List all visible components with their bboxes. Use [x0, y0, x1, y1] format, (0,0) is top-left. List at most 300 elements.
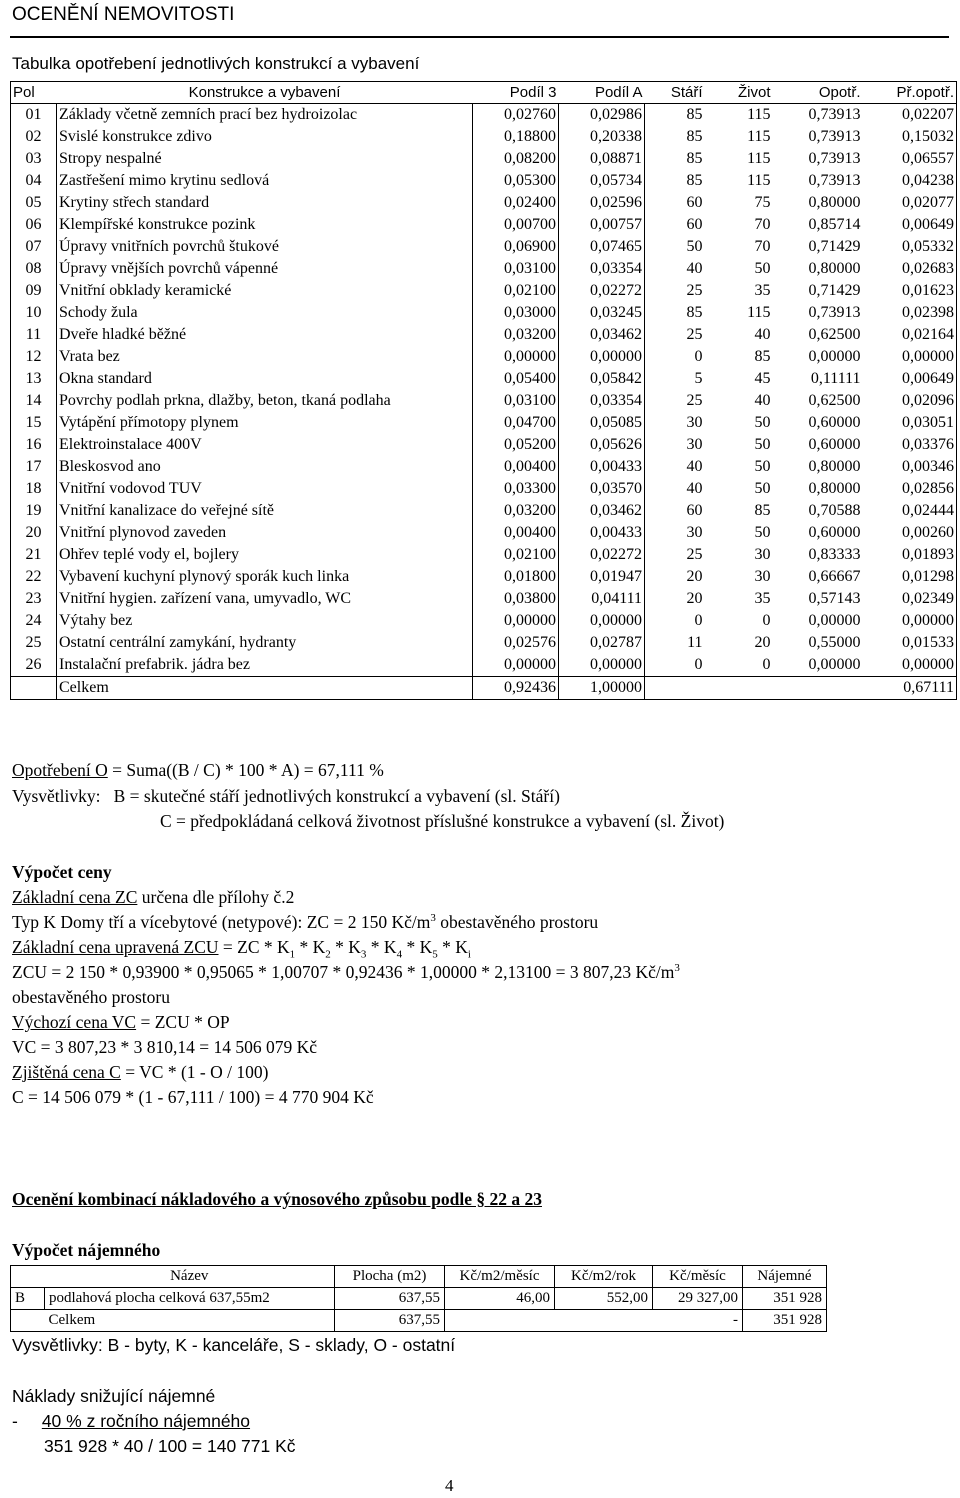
- table-row: [11, 236, 957, 258]
- adjusted-price-line: Základní cena upravená ZCU = ZC * $K_1 * K_2 * K_3 * K_4 * K_5 * K_i$: [12, 937, 471, 961]
- row-pol: 22: [11, 566, 57, 588]
- row-podil3: 0,03800: [473, 588, 559, 610]
- row-podilA: 0,02272: [590, 546, 642, 563]
- rent-per-month: 46,00: [445, 1288, 555, 1310]
- row-konstrukce: Vnitřní plynovod zaveden: [57, 522, 473, 544]
- row-pol: 26: [11, 654, 57, 677]
- row-podil3: 0,01800: [473, 566, 559, 588]
- rent-total-amount: 351 928: [743, 1310, 827, 1332]
- wear-table: [10, 81, 957, 700]
- total-label: Celkem: [57, 677, 473, 700]
- row-propotr: 0,03376: [863, 434, 957, 456]
- c-calc: C = 14 506 079 * (1 - 67,111 / 100) = 4 770 904 Kč: [12, 1087, 374, 1107]
- row-podil3: 0,03100: [473, 390, 559, 412]
- row-propotr: 0,00000: [863, 610, 957, 632]
- row-podil3: 0,03200: [473, 324, 559, 346]
- row-zivot: 70: [754, 216, 771, 233]
- row-podilA: 0,02596: [590, 194, 642, 211]
- type-tail: obestavěného prostoru: [435, 912, 599, 932]
- type-line: [12, 912, 598, 933]
- c-label: Zjištěná cena C: [12, 1062, 121, 1082]
- rent-header-row: [11, 1266, 827, 1288]
- row-opotr: 0,55000: [808, 634, 861, 651]
- row-podil3: 0,02400: [473, 192, 559, 214]
- col-header-konstrukce: Konstrukce a vybavení: [57, 82, 473, 104]
- row-konstrukce: Stropy nespalné: [57, 148, 473, 170]
- table-row: [11, 500, 957, 522]
- vc-line: [12, 1012, 230, 1033]
- row-stari: 60: [645, 192, 705, 214]
- adjusted-price-formula: = ZC * K: [218, 937, 290, 957]
- total-propotr: 0,67111: [863, 677, 957, 700]
- row-propotr: 0,01533: [863, 632, 957, 654]
- table-row: [11, 632, 957, 654]
- row-opotr: 0,60000: [808, 436, 861, 453]
- row-opotr: 0,70588: [808, 502, 861, 519]
- col-header-opotr: Opotř.: [773, 82, 863, 104]
- row-zivot: 75: [754, 194, 771, 211]
- row-pol: 10: [11, 302, 57, 324]
- row-opotr: 0,80000: [808, 480, 861, 497]
- row-podilA: 0,01947: [590, 568, 642, 585]
- row-opotr: 0,00000: [808, 348, 861, 365]
- rent-heading: Výpočet nájemného: [12, 1240, 161, 1260]
- row-pol: 11: [11, 324, 57, 346]
- row-propotr: 0,03051: [863, 412, 957, 434]
- zcu-calc-line: [12, 962, 680, 983]
- row-propotr: 0,02077: [863, 192, 957, 214]
- row-podilA: 0,00757: [590, 216, 642, 233]
- row-pol: 17: [11, 456, 57, 478]
- rent-col-kcmesic: Kč/měsíc: [653, 1266, 743, 1288]
- table-total-row: [11, 677, 957, 700]
- row-konstrukce: Základy včetně zemních prací bez hydroizolac: [57, 104, 473, 127]
- vc-calc: VC = 3 807,23 * 3 810,14 = 14 506 079 Kč: [12, 1037, 318, 1057]
- row-konstrukce: Ostatní centrální zamykání, hydranty: [57, 632, 473, 654]
- row-propotr: 0,06557: [863, 148, 957, 170]
- legend-label: Vysvětlivky:: [12, 786, 101, 806]
- row-konstrukce: Vnitřní obklady keramické: [57, 280, 473, 302]
- rent-total-dash: -: [653, 1310, 743, 1332]
- row-konstrukce: Krytiny střech standard: [57, 192, 473, 214]
- row-zivot: 0: [762, 656, 771, 673]
- row-propotr: 0,05332: [863, 236, 957, 258]
- row-propotr: 0,02683: [863, 258, 957, 280]
- row-konstrukce: Úpravy vnějších povrchů vápenné: [57, 258, 473, 280]
- row-konstrukce: Vnitřní kanalizace do veřejné sítě: [57, 500, 473, 522]
- row-konstrukce: Vrata bez: [57, 346, 473, 368]
- row-propotr: 0,01623: [863, 280, 957, 302]
- row-pol: 15: [11, 412, 57, 434]
- row-propotr: 0,02207: [863, 104, 957, 127]
- row-pol: 09: [11, 280, 57, 302]
- row-podilA: 0,03462: [590, 326, 642, 343]
- row-konstrukce: Elektroinstalace 400V: [57, 434, 473, 456]
- rent-total-row: [11, 1310, 827, 1332]
- rent-legend: Vysvětlivky: B - byty, K - kanceláře, S - sklady, O - ostatní: [12, 1335, 456, 1355]
- formula-line: [12, 760, 384, 781]
- row-podil3: 0,03100: [473, 258, 559, 280]
- row-zivot: 85: [754, 502, 771, 519]
- row-opotr: 0,73913: [808, 106, 861, 123]
- row-konstrukce: Vnitřní vodovod TUV: [57, 478, 473, 500]
- row-opotr: 0,73913: [808, 304, 861, 321]
- row-pol: 25: [11, 632, 57, 654]
- base-price-text: určena dle přílohy č.2: [137, 887, 295, 907]
- row-podil3: 0,02100: [473, 280, 559, 302]
- row-podilA: 0,04111: [591, 590, 642, 607]
- vc-label: Výchozí cena VC: [12, 1012, 137, 1032]
- row-stari: 85: [645, 148, 705, 170]
- row-pol: 20: [11, 522, 57, 544]
- row-stari: 0: [645, 654, 705, 677]
- row-propotr: 0,00260: [863, 522, 957, 544]
- row-stari: 30: [645, 434, 705, 456]
- row-stari: 25: [645, 544, 705, 566]
- row-stari: 40: [645, 478, 705, 500]
- rent-total-area: 637,55: [335, 1310, 445, 1332]
- col-header-zivot: Život: [705, 82, 773, 104]
- row-zivot: 115: [747, 150, 771, 167]
- row-opotr: 0,66667: [808, 568, 861, 585]
- row-pol: 02: [11, 126, 57, 148]
- table-row: [11, 214, 957, 236]
- row-podilA: 0,02986: [590, 106, 642, 123]
- row-podil3: 0,04700: [473, 412, 559, 434]
- row-zivot: 115: [747, 172, 771, 189]
- row-zivot: 0: [762, 612, 771, 629]
- row-pol: 04: [11, 170, 57, 192]
- row-stari: 85: [645, 126, 705, 148]
- row-konstrukce: Zastřešení mimo krytinu sedlová: [57, 170, 473, 192]
- base-price-line: [12, 887, 294, 908]
- legend-c: C = předpokládaná celková životnost příslušné konstrukce a vybavení (sl. Život): [160, 811, 725, 831]
- rent-total-label: Celkem: [45, 1310, 335, 1332]
- row-opotr: 0,62500: [808, 326, 861, 343]
- row-podilA: 0,20338: [590, 128, 642, 145]
- row-stari: 30: [645, 412, 705, 434]
- row-zivot: 40: [754, 392, 771, 409]
- table-row: [11, 654, 957, 677]
- row-podil3: 0,03200: [473, 500, 559, 522]
- row-propotr: 0,00000: [863, 346, 957, 368]
- row-podil3: 0,03000: [473, 302, 559, 324]
- row-propotr: 0,01298: [863, 566, 957, 588]
- row-zivot: 30: [754, 546, 771, 563]
- table-row: [11, 324, 957, 346]
- row-podilA: 0,03462: [590, 502, 642, 519]
- row-propotr: 0,00649: [863, 214, 957, 236]
- row-zivot: 45: [754, 370, 771, 387]
- row-podilA: 0,05626: [590, 436, 642, 453]
- row-podilA: 0,03354: [590, 392, 642, 409]
- row-konstrukce: Vybavení kuchyní plynový sporák kuch linka: [57, 566, 473, 588]
- costs-dash: -: [12, 1411, 18, 1431]
- row-konstrukce: Bleskosvod ano: [57, 456, 473, 478]
- row-zivot: 20: [754, 634, 771, 651]
- row-stari: 25: [645, 324, 705, 346]
- row-stari: 0: [645, 610, 705, 632]
- costs-heading: Náklady snižující nájemné: [12, 1386, 216, 1406]
- row-opotr: 0,62500: [808, 392, 861, 409]
- c-formula: = VC * (1 - O / 100): [120, 1062, 269, 1082]
- rent-col-nazev: Název: [45, 1266, 335, 1288]
- row-konstrukce: Vnitřní hygien. zařízení vana, umyvadlo, WC: [57, 588, 473, 610]
- row-stari: 60: [645, 500, 705, 522]
- row-zivot: 50: [754, 414, 771, 431]
- row-podilA: 0,03245: [590, 304, 642, 321]
- table-row: [11, 126, 957, 148]
- row-propotr: 0,02398: [863, 302, 957, 324]
- rent-name: podlahová plocha celková 637,55m2: [45, 1288, 335, 1310]
- row-konstrukce: Povrchy podlah prkna, dlažby, beton, tkaná podlaha: [57, 390, 473, 412]
- rent-table: [10, 1265, 827, 1332]
- rent-area: 637,55: [335, 1288, 445, 1310]
- row-propotr: 0,00649: [863, 368, 957, 390]
- row-podil3: 0,02760: [473, 104, 559, 127]
- row-propotr: 0,00346: [863, 456, 957, 478]
- costs-item: 40 % z ročního nájemného: [41, 1411, 251, 1431]
- row-podil3: 0,00700: [473, 214, 559, 236]
- adjusted-price-label: Základní cena upravená ZCU: [12, 937, 219, 957]
- costs-calc: 351 928 * 40 / 100 = 140 771 Kč: [44, 1436, 296, 1456]
- col-header-pol: Pol: [11, 82, 57, 104]
- row-pol: 21: [11, 544, 57, 566]
- col-header-podil3: Podíl 3: [473, 82, 559, 104]
- table-row: [11, 148, 957, 170]
- table-row: [11, 368, 957, 390]
- row-propotr: 0,02444: [863, 500, 957, 522]
- row-opotr: 0,80000: [808, 458, 861, 475]
- row-podil3: 0,18800: [473, 126, 559, 148]
- row-stari: 60: [645, 214, 705, 236]
- row-podil3: 0,03300: [473, 478, 559, 500]
- row-konstrukce: Schody žula: [57, 302, 473, 324]
- row-pol: 01: [11, 104, 57, 127]
- row-pol: 03: [11, 148, 57, 170]
- row-propotr: 0,02164: [863, 324, 957, 346]
- table-row: [11, 522, 957, 544]
- table-row: [11, 412, 957, 434]
- row-zivot: 115: [747, 304, 771, 321]
- row-pol: 14: [11, 390, 57, 412]
- row-podilA: 0,00000: [590, 656, 642, 673]
- row-zivot: 50: [754, 436, 771, 453]
- row-podil3: 0,08200: [473, 148, 559, 170]
- row-zivot: 30: [754, 568, 771, 585]
- row-pol: 06: [11, 214, 57, 236]
- page-title: OCENĚNÍ NEMOVITOSTI: [12, 4, 235, 25]
- c-line: [12, 1062, 268, 1083]
- row-podilA: 0,07465: [590, 238, 642, 255]
- row-opotr: 0,57143: [808, 590, 861, 607]
- vc-formula: = ZCU * OP: [136, 1012, 230, 1032]
- row-podil3: 0,05400: [473, 368, 559, 390]
- col-header-propotr: Př.opotř.: [863, 82, 957, 104]
- row-propotr: 0,04238: [863, 170, 957, 192]
- col-header-stari: Stáří: [645, 82, 705, 104]
- row-pol: 16: [11, 434, 57, 456]
- row-konstrukce: Ohřev teplé vody el, bojlery: [57, 544, 473, 566]
- rent-row: [11, 1288, 827, 1310]
- row-podil3: 0,02576: [473, 632, 559, 654]
- row-podilA: 0,00433: [590, 458, 642, 475]
- row-propotr: 0,02096: [863, 390, 957, 412]
- row-stari: 85: [645, 302, 705, 324]
- rent-col-plocha: Plocha (m2): [335, 1266, 445, 1288]
- costs-item-line: [12, 1411, 250, 1432]
- row-podilA: 0,05842: [590, 370, 642, 387]
- row-konstrukce: Klempířské konstrukce pozink: [57, 214, 473, 236]
- row-stari: 0: [645, 346, 705, 368]
- row-stari: 25: [645, 280, 705, 302]
- type-text: Typ K Domy tří a vícebytové (netypové): ZC = 2 150 Kč/m: [12, 912, 431, 932]
- table-row: [11, 544, 957, 566]
- row-opotr: 0,71429: [808, 282, 861, 299]
- row-stari: 40: [645, 456, 705, 478]
- col-header-podilA: Podíl A: [559, 82, 645, 104]
- row-opotr: 0,73913: [808, 150, 861, 167]
- row-podilA: 0,00000: [590, 348, 642, 365]
- row-opotr: 0,80000: [808, 194, 861, 211]
- row-podilA: 0,00433: [590, 524, 642, 541]
- row-pol: 08: [11, 258, 57, 280]
- row-propotr: 0,02856: [863, 478, 957, 500]
- row-opotr: 0,80000: [808, 260, 861, 277]
- row-konstrukce: Okna standard: [57, 368, 473, 390]
- table-row: [11, 390, 957, 412]
- table-row: [11, 610, 957, 632]
- row-stari: 25: [645, 390, 705, 412]
- row-opotr: 0,11111: [810, 370, 861, 387]
- row-stari: 20: [645, 588, 705, 610]
- row-konstrukce: Svislé konstrukce zdivo: [57, 126, 473, 148]
- zcu-sup: 3: [674, 962, 680, 975]
- section-title: Tabulka opotřebení jednotlivých konstrukcí a vybavení: [12, 54, 420, 73]
- table-row: [11, 170, 957, 192]
- rent-col-mesic: Kč/m2/měsíc: [445, 1266, 555, 1288]
- table-row: [11, 280, 957, 302]
- row-propotr: 0,01893: [863, 544, 957, 566]
- table-row: [11, 456, 957, 478]
- row-podil3: 0,02100: [473, 544, 559, 566]
- zcu-tail: obestavěného prostoru: [12, 987, 170, 1007]
- row-podilA: 0,03570: [590, 480, 642, 497]
- row-stari: 40: [645, 258, 705, 280]
- row-zivot: 115: [747, 128, 771, 145]
- row-zivot: 50: [754, 260, 771, 277]
- table-row: [11, 588, 957, 610]
- row-pol: 18: [11, 478, 57, 500]
- row-podilA: 0,05734: [590, 172, 642, 189]
- rent-code: B: [11, 1288, 45, 1310]
- row-podilA: 0,08871: [590, 150, 642, 167]
- combo-heading: Ocenění kombinací nákladového a výnosového způsobu podle § 22 a 23: [12, 1189, 542, 1209]
- row-propotr: 0,02349: [863, 588, 957, 610]
- row-podil3: 0,00000: [473, 654, 559, 677]
- row-zivot: 115: [747, 106, 771, 123]
- table-row: [11, 192, 957, 214]
- row-podil3: 0,05300: [473, 170, 559, 192]
- row-opotr: 0,00000: [808, 656, 861, 673]
- row-podilA: 0,02272: [590, 282, 642, 299]
- formula-text: = Suma((B / C) * 100 * A) = 67,111 %: [107, 760, 384, 780]
- row-podil3: 0,00400: [473, 456, 559, 478]
- row-propotr: 0,00000: [863, 654, 957, 677]
- row-opotr: 0,60000: [808, 524, 861, 541]
- row-konstrukce: Dveře hladké běžné: [57, 324, 473, 346]
- row-stari: 85: [645, 104, 705, 127]
- row-konstrukce: Instalační prefabrik. jádra bez: [57, 654, 473, 677]
- row-zivot: 35: [754, 590, 771, 607]
- row-zivot: 35: [754, 282, 771, 299]
- total-podil3: 0,92436: [473, 677, 559, 700]
- row-opotr: 0,83333: [808, 546, 861, 563]
- row-zivot: 50: [754, 480, 771, 497]
- row-pol: 05: [11, 192, 57, 214]
- rent-kc-month: 29 327,00: [653, 1288, 743, 1310]
- rent-col-najemne: Nájemné: [743, 1266, 827, 1288]
- row-konstrukce: Úpravy vnitřních povrchů štukové: [57, 236, 473, 258]
- row-pol: 07: [11, 236, 57, 258]
- row-zivot: 85: [754, 348, 771, 365]
- legend-b: B = skutečné stáří jednotlivých konstrukcí a vybavení (sl. Stáří): [113, 786, 560, 806]
- row-opotr: 0,85714: [808, 216, 861, 233]
- table-row: [11, 104, 957, 127]
- formula-label: Opotřebení O: [12, 760, 108, 780]
- row-opotr: 0,00000: [808, 612, 861, 629]
- row-zivot: 50: [754, 524, 771, 541]
- row-opotr: 0,71429: [808, 238, 861, 255]
- row-pol: 24: [11, 610, 57, 632]
- row-podil3: 0,00400: [473, 522, 559, 544]
- row-zivot: 50: [754, 458, 771, 475]
- base-price-label: Základní cena ZC: [12, 887, 138, 907]
- row-podilA: 0,03354: [590, 260, 642, 277]
- row-pol: 19: [11, 500, 57, 522]
- table-row: [11, 434, 957, 456]
- total-podilA: 1,00000: [559, 677, 645, 700]
- legend-line: [12, 786, 560, 807]
- row-pol: 13: [11, 368, 57, 390]
- row-opotr: 0,73913: [808, 128, 861, 145]
- rent-total-value: 351 928: [743, 1288, 827, 1310]
- row-stari: 5: [645, 368, 705, 390]
- row-podil3: 0,05200: [473, 434, 559, 456]
- row-pol: 12: [11, 346, 57, 368]
- table-row: [11, 566, 957, 588]
- row-pol: 23: [11, 588, 57, 610]
- row-konstrukce: Výtahy bez: [57, 610, 473, 632]
- rent-col-rok: Kč/m2/rok: [555, 1266, 653, 1288]
- row-podil3: 0,00000: [473, 610, 559, 632]
- row-podilA: 0,02787: [590, 634, 642, 651]
- row-stari: 20: [645, 566, 705, 588]
- row-stari: 11: [645, 632, 705, 654]
- table-row: [11, 258, 957, 280]
- page-number: 4: [445, 1476, 454, 1495]
- row-stari: 30: [645, 522, 705, 544]
- row-propotr: 0,15032: [863, 126, 957, 148]
- row-opotr: 0,60000: [808, 414, 861, 431]
- rent-per-year: 552,00: [555, 1288, 653, 1310]
- row-zivot: 70: [754, 238, 771, 255]
- row-konstrukce: Vytápění přímotopy plynem: [57, 412, 473, 434]
- table-row: [11, 478, 957, 500]
- row-podil3: 0,00000: [473, 346, 559, 368]
- type-sup: 3: [430, 912, 436, 925]
- row-opotr: 0,73913: [808, 172, 861, 189]
